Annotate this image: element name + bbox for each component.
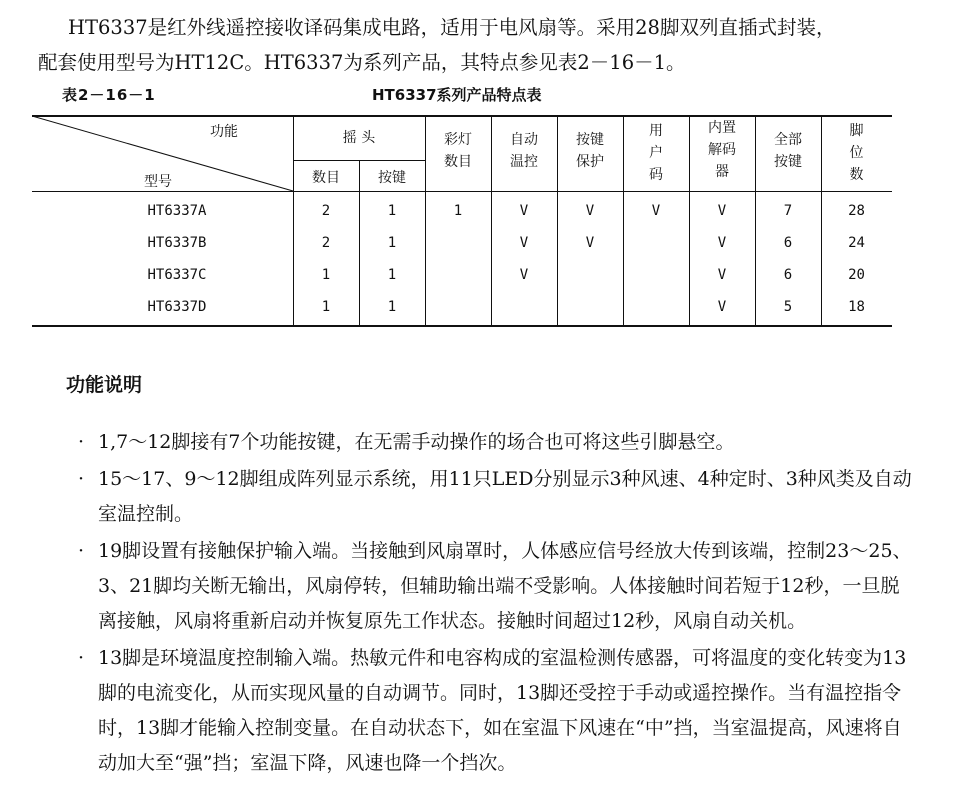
- table-bottom-rule: [32, 325, 892, 327]
- intro-paragraph: [38, 10, 918, 80]
- header-lights: 彩灯 数目: [444, 132, 472, 170]
- cell: V: [519, 235, 529, 251]
- cell: V: [585, 235, 595, 251]
- list-item: [72, 462, 912, 532]
- cell: V: [651, 203, 661, 219]
- intro-line-1: HT6337是红外线遥控接收译码集成电路，适用于电风扇等。采用28脚双列直插式封装，: [68, 16, 836, 39]
- model-cell: HT6337A: [147, 203, 207, 219]
- list-item-text: 15～17、9～12脚组成阵列显示系统，用11只LED分别显示3种风速、4种定时、3种风类及自动室温控制。: [98, 468, 912, 525]
- bullet-icon: ·: [78, 540, 85, 562]
- list-item: [72, 641, 912, 781]
- bullet-icon: ·: [78, 468, 85, 490]
- cell: 2: [321, 203, 331, 219]
- cell: 1: [453, 203, 463, 219]
- table-title: HT6337系列产品特点表: [372, 86, 542, 104]
- model-cell: HT6337D: [147, 299, 207, 315]
- cell: V: [717, 267, 727, 283]
- cell: V: [585, 203, 595, 219]
- list-item-text: 19脚设置有接触保护输入端。当接触到风扇罩时，人体感应信号经放大传到该端，控制23～25、3、21脚均关断无输出，风扇停转，但辅助输出端不受影响。人体接触时间若短于12秒，一旦脱离接触，风扇将重新启动并恢复原先工作状态。接触时间超过12秒，风扇自动关机。: [98, 540, 912, 632]
- header-user-code: 用 户 码: [649, 123, 663, 183]
- cell: 7: [783, 203, 793, 219]
- bullet-icon: ·: [78, 647, 85, 669]
- corner-model-label: 型号: [144, 174, 172, 190]
- corner-function-label: 功能: [210, 124, 238, 140]
- cell: 2: [321, 235, 331, 251]
- cell: V: [519, 267, 529, 283]
- list-item-text: 1,7～12脚接有7个功能按键，在无需手动操作的场合也可将这些引脚悬空。: [98, 431, 735, 453]
- cell: 28: [848, 203, 865, 219]
- list-item: [72, 534, 912, 639]
- features-table: [32, 115, 892, 327]
- model-cell: HT6337B: [147, 235, 207, 251]
- header-swing: 摇 头: [342, 130, 376, 146]
- list-item-text: 13脚是环境温度控制输入端。热敏元件和电容构成的室温检测传感器，可将温度的变化转变为13脚的电流变化，从而实现风量的自动调节。同时，13脚还受控于手动或遥控操作。当有温控指令时，13脚才能输入控制变量。在自动状态下，如在室温下风速在“中”挡，当室温提高，风速将自动加大至“强”挡；室温下降，风速也降一个挡次。: [98, 647, 907, 774]
- cell: 1: [321, 267, 331, 283]
- cell: 1: [387, 299, 397, 315]
- header-pin-count: 脚 位 数: [849, 123, 864, 183]
- cell: 6: [783, 267, 793, 283]
- cell: V: [519, 203, 529, 219]
- cell: 24: [848, 235, 865, 251]
- header-swing-key: 按键: [378, 170, 406, 186]
- cell: 1: [321, 299, 331, 315]
- section-title: 功能说明: [66, 374, 143, 396]
- cell: 1: [387, 235, 397, 251]
- list-item: [72, 425, 912, 460]
- header-auto-temp: 自动 温控: [510, 132, 538, 170]
- header-swing-count: 数目: [312, 170, 340, 186]
- cell: 5: [783, 299, 793, 315]
- cell: V: [717, 299, 727, 315]
- intro-line-2: 配套使用型号为HT12C。HT6337为系列产品，其特点参见表2－16－1。: [38, 51, 686, 74]
- cell: 20: [848, 267, 865, 283]
- cell: V: [717, 203, 727, 219]
- model-cell: HT6337C: [147, 267, 207, 283]
- table-label: 表2－16－1: [62, 86, 156, 104]
- cell: V: [717, 235, 727, 251]
- cell: 6: [783, 235, 793, 251]
- header-all-keys: 全部 按键: [774, 132, 802, 170]
- header-key-protect: 按键 保护: [576, 132, 604, 170]
- cell: 1: [387, 267, 397, 283]
- bullet-icon: ·: [78, 431, 85, 453]
- cell: 1: [387, 203, 397, 219]
- function-list: [72, 425, 912, 783]
- header-decoder: 内置 解码 器: [708, 120, 736, 180]
- cell: 18: [848, 299, 865, 315]
